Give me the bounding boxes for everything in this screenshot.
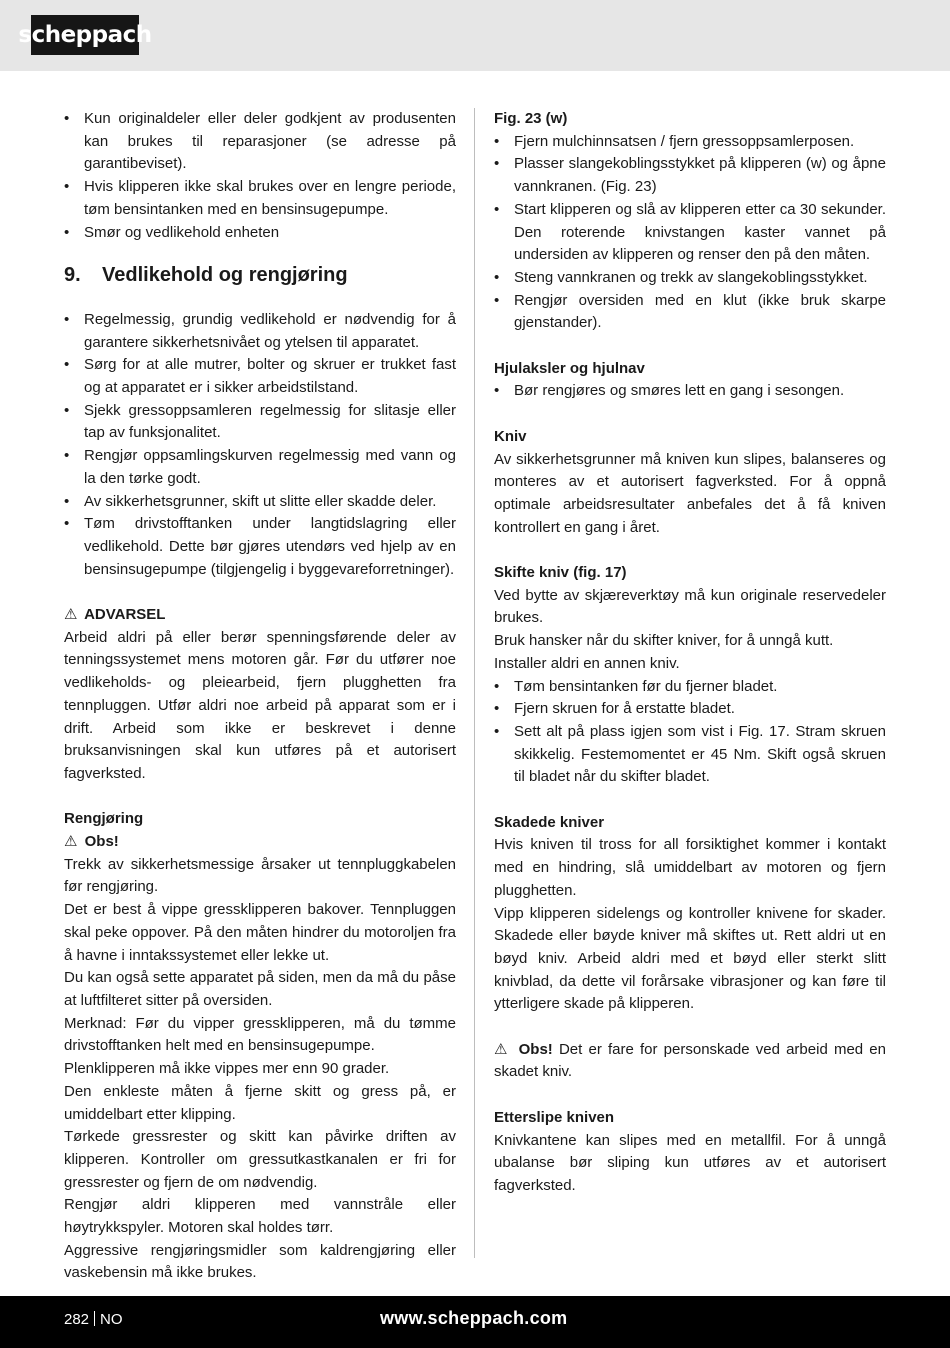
cleaning-heading: Rengjøring xyxy=(64,810,144,828)
website-url: www.scheppach.com xyxy=(380,1308,568,1328)
list-item: • Sjekk gressoppsamleren regelmessig for slitasje eller tap av funksjonalitet. xyxy=(64,400,456,445)
warning-triangle-icon: ⚠ xyxy=(494,1040,510,1058)
warning-triangle-icon: ⚠ xyxy=(64,606,78,624)
list-item: • Av sikkerhetsgrunner, skift ut slitte eller skadde deler. xyxy=(64,491,456,514)
obs-title: Obs! xyxy=(84,833,119,851)
change-knife-heading: Skifte kniv (fig. 17) xyxy=(494,564,627,582)
section-title: Vedlikehold og rengjøring xyxy=(102,264,348,287)
section-number: 9. xyxy=(64,264,81,287)
obs-note xyxy=(494,1039,886,1084)
intro-bullet-list xyxy=(64,108,456,244)
fig-heading: Fig. 23 (w) xyxy=(494,110,568,127)
list-item: • Sørg for at alle mutrer, bolter og skruer er trukket fast og at apparatet er i sikker arbeidstilstand. xyxy=(64,354,456,399)
paragraph: Merknad: Før du vipper gressklipperen, må du tømme drivstofftanken helt med en bensinsugepumpe. xyxy=(64,1014,456,1055)
paragraph: Knivkantene kan slipes med en metallfil. For å unngå ubalanse bør sliping kun utføres av et autorisert fagverksted. xyxy=(494,1131,886,1194)
list-item: • Sett alt på plass igjen som vist i Fig. 17. Stram skruen skikkelig. Festemomentet er 45 Nm. Skift også skruen til bladet når du skifter bladet. xyxy=(494,721,886,789)
warning-heading xyxy=(64,604,456,627)
paragraph: Plenklipperen må ikke vippes mer enn 90 grader. xyxy=(64,1060,390,1078)
right-column xyxy=(494,108,886,1198)
list-item: • Fjern mulchinnsatsen / fjern gressoppsamlerposen. xyxy=(494,131,886,154)
fig-bullet-list xyxy=(494,131,886,335)
paragraph: Vipp klipperen sidelengs og kontroller knivene for skader. Skadede eller bøyde kniver må skiftes ut. Rett aldri ut en bøyd kniv. Arbeid aldri med et bøyd eller sterkt slitt knivblad, da dette vil forårsake vibrasjoner og kan føre til ytterligere skade på klipperen. xyxy=(494,904,886,1013)
list-item: • Plasser slangekoblingsstykket på klipperen (w) og åpne vannkranen. (Fig. 23) xyxy=(494,153,886,198)
paragraph: Av sikkerhetsgrunner må kniven kun slipes, balanseres og monteres av et autorisert fagverksted. For å oppnå optimale arbeidsresultater anbefales det å få kniven kontrollert en gang i året. xyxy=(494,450,886,536)
list-item: • Fjern skruen for å erstatte bladet. xyxy=(494,698,886,721)
list-item: • Tøm drivstofftanken under langtidslagring eller vedlikehold. Dette bør gjøres utendørs ved hjelp av en bensinsugepumpe (tilgjengelig i byggevareforretninger). xyxy=(64,513,456,581)
axles-bullet-list xyxy=(494,380,886,403)
warning-title: ADVARSEL xyxy=(84,606,166,624)
page-separator xyxy=(94,1311,95,1326)
paragraph: Hvis kniven til tross for all forsiktighet kommer i kontakt med en hindring, slå umiddelbart av motoren og fjern plugghetten. xyxy=(494,836,886,899)
paragraph: Trekk av sikkerhetsmessige årsaker ut tennpluggkabelen før rengjøring. xyxy=(64,855,456,896)
warning-triangle-icon: ⚠ xyxy=(64,833,78,851)
list-item: • Kun originaldeler eller deler godkjent av produsenten kan brukes til reparasjoner (se adresse på garantibeviset). xyxy=(64,108,456,176)
paragraph: Tørkede gressrester og skitt kan påvirke driften av klipperen. Kontroller om gressutkastkanalen er fri for gressrester og fjern de om nødvendig. xyxy=(64,1128,456,1191)
language-code: NO xyxy=(100,1311,123,1328)
left-column xyxy=(64,108,456,1285)
list-item: • Rengjør oppsamlingskurven regelmessig med vann og la den tørke godt. xyxy=(64,445,456,490)
footer-bar xyxy=(0,1296,950,1348)
list-item: • Bør rengjøres og smøres lett en gang i sesongen. xyxy=(494,380,886,403)
knife-heading: Kniv xyxy=(494,427,527,445)
brand-logo: scheppach xyxy=(31,15,139,55)
paragraph: Installer aldri en annen kniv. xyxy=(494,654,680,672)
sharpen-heading: Etterslipe kniven xyxy=(494,1108,615,1126)
paragraph: Den enkleste måten å fjerne skitt og gress på, er umiddelbart etter klipping. xyxy=(64,1082,456,1123)
axles-heading: Hjulaksler og hjulnav xyxy=(494,359,645,377)
page-indicator xyxy=(64,1311,123,1328)
warning-text: Arbeid aldri på eller berør spenningsførende deler av tenningssystemet mens motoren går. Før du utfører noe vedlikeholds- og pleiearbeid, fjern plugghetten fra tennpluggen. Utfør aldri noe arbeid på apparat som er i drift. Arbeid som ikke er beskrevet i denne bruksanvisningen skal kun utføres på et autorisert fagverksted. xyxy=(64,628,456,782)
obs-note-text: Det er fare for personskade ved arbeid med en skadet kniv. xyxy=(494,1040,886,1081)
paragraph: Aggressive rengjøringsmidler som kaldrengjøring eller vaskebensin må ikke brukes. xyxy=(64,1241,456,1282)
list-item: • Rengjør oversiden med en klut (ikke bruk skarpe gjenstander). xyxy=(494,290,886,335)
maintenance-bullet-list xyxy=(64,309,456,581)
list-item: • Smør og vedlikehold enheten xyxy=(64,222,456,245)
list-item: • Tøm bensintanken før du fjerner bladet. xyxy=(494,676,886,699)
list-item: • Steng vannkranen og trekk av slangekoblingsstykket. xyxy=(494,267,886,290)
change-knife-bullet-list xyxy=(494,676,886,790)
paragraph: Ved bytte av skjæreverktøy må kun originale reservedeler brukes. xyxy=(494,586,886,627)
list-item: • Regelmessig, grundig vedlikehold er nødvendig for å garantere sikkerhetsnivået og ytelsen til apparatet. xyxy=(64,309,456,354)
list-item: • Hvis klipperen ikke skal brukes over en lengre periode, tøm bensintanken med en bensinsugepumpe. xyxy=(64,176,456,221)
paragraph: Bruk hansker når du skifter kniver, for å unngå kutt. xyxy=(494,632,834,650)
page-number: 282 xyxy=(64,1311,90,1328)
obs-title: Obs! xyxy=(518,1040,553,1058)
paragraph: Rengjør aldri klipperen med vannstråle eller høytrykkspyler. Motoren skal holdes tørr. xyxy=(64,1196,456,1237)
list-item: • Start klipperen og slå av klipperen etter ca 30 sekunder. Den roterende knivstangen kaster vannet på undersiden av klipperen og renser den på den måten. xyxy=(494,199,886,267)
paragraph: Du kan også sette apparatet på siden, men da må du påse at luftfilteret sitter på oversiden. xyxy=(64,969,456,1009)
damaged-knives-heading: Skadede kniver xyxy=(494,813,605,831)
column-divider xyxy=(474,108,475,1258)
paragraph: Det er best å vippe gressklipperen bakover. Tennpluggen skal peke oppover. På den måten hindrer du motoroljen fra å havne i inntakssystemet eller lekke ut. xyxy=(64,901,456,964)
obs-heading xyxy=(64,831,456,854)
section-heading xyxy=(64,264,456,287)
header-band xyxy=(0,0,950,71)
